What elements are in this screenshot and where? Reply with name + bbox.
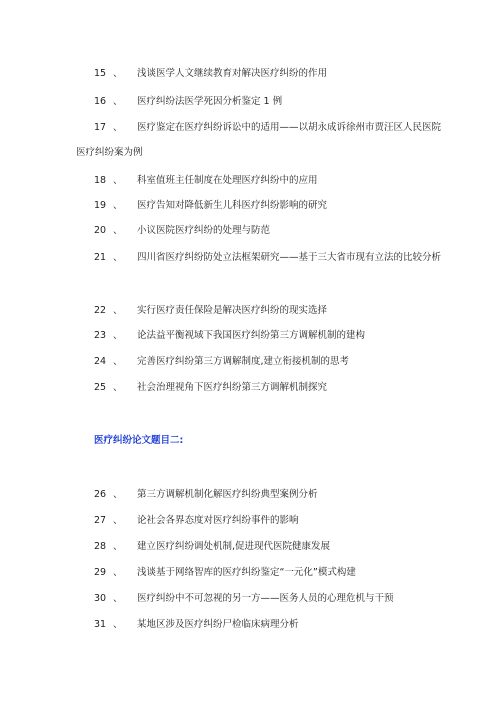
list-item — [76, 587, 444, 611]
item-number: 22 — [94, 305, 107, 316]
item-title: 医疗鉴定在医疗纠纷诉讼中的适用——以胡永成诉徐州市贾汪区人民医院医疗纠纷案为例 — [76, 122, 442, 158]
list-item — [76, 535, 444, 559]
item-title: 某地区涉及医疗纠纷尸检临床病理分析 — [137, 619, 299, 630]
item-title: 建立医疗纠纷调处机制,促进现代医院健康发展 — [137, 541, 331, 552]
item-separator: 、 — [113, 122, 123, 133]
item-separator: 、 — [113, 225, 123, 236]
item-number: 16 — [94, 96, 107, 107]
item-title: 四川省医疗纠纷防处立法框架研究——基于三大省市现有立法的比较分析 — [137, 252, 442, 263]
item-title: 论法益平衡视域下我国医疗纠纷第三方调解机制的建构 — [137, 330, 366, 341]
item-number: 15 — [94, 68, 107, 79]
item-title: 医疗纠纷法医学死因分析鉴定 1 例 — [137, 96, 283, 107]
item-number: 21 — [94, 252, 107, 263]
list-item — [76, 350, 444, 374]
item-number: 30 — [94, 593, 107, 604]
item-separator: 、 — [113, 200, 123, 211]
item-title: 完善医疗纠纷第三方调解制度,建立衔接机制的思考 — [137, 356, 350, 367]
item-separator: 、 — [113, 356, 123, 367]
item-number: 18 — [94, 175, 107, 186]
item-separator: 、 — [113, 252, 123, 263]
item-number: 29 — [94, 567, 107, 578]
item-title: 实行医疗责任保险是解决医疗纠纷的现实选择 — [137, 305, 328, 316]
item-number: 28 — [94, 541, 107, 552]
item-title: 浅谈医学人文继续教育对解决医疗纠纷的作用 — [137, 68, 328, 79]
item-number: 23 — [94, 330, 107, 341]
item-separator: 、 — [113, 382, 123, 393]
list-item — [76, 90, 444, 114]
item-separator: 、 — [113, 305, 123, 316]
item-title: 社会治理视角下医疗纠纷第三方调解机制探究 — [137, 382, 328, 393]
list-item — [76, 169, 444, 193]
item-separator: 、 — [113, 68, 123, 79]
item-separator: 、 — [113, 567, 123, 578]
item-title: 小议医院医疗纠纷的处理与防范 — [137, 225, 271, 236]
list-item — [76, 299, 444, 323]
item-number: 26 — [94, 489, 107, 500]
item-title: 论社会各界态度对医疗纠纷事件的影响 — [137, 515, 299, 526]
item-separator: 、 — [113, 175, 123, 186]
item-title: 第三方调解机制化解医疗纠纷典型案例分析 — [137, 489, 318, 500]
item-separator: 、 — [113, 330, 123, 341]
item-number: 24 — [94, 356, 107, 367]
item-title: 医疗告知对降低新生儿科医疗纠纷影响的研究 — [137, 200, 328, 211]
item-title: 浅谈基于网络智库的医疗纠纷鉴定“一元化”模式构建 — [137, 567, 356, 578]
list-item — [76, 245, 444, 270]
list-item — [76, 194, 444, 218]
list-item — [76, 324, 444, 348]
list-item — [76, 376, 444, 400]
list-item — [76, 509, 444, 533]
item-title: 科室值班主任制度在处理医疗纠纷中的应用 — [137, 175, 318, 186]
item-number: 17 — [94, 122, 107, 133]
list-item — [76, 115, 444, 165]
list-item — [76, 483, 444, 507]
item-number: 27 — [94, 515, 107, 526]
item-number: 20 — [94, 225, 107, 236]
item-title: 医疗纠纷中不可忽视的另一方——医务人员的心理危机与干预 — [137, 593, 394, 604]
list-item — [76, 613, 444, 637]
list-item — [76, 62, 444, 86]
item-separator: 、 — [113, 489, 123, 500]
item-separator: 、 — [113, 619, 123, 630]
list-item — [76, 219, 444, 243]
section-heading: 医疗纠纷论文题目二: — [94, 435, 184, 446]
item-number: 31 — [94, 619, 107, 630]
list-item — [76, 561, 444, 585]
item-separator: 、 — [113, 96, 123, 107]
item-number: 25 — [94, 382, 107, 393]
item-separator: 、 — [113, 541, 123, 552]
item-separator: 、 — [113, 515, 123, 526]
item-number: 19 — [94, 200, 107, 211]
item-separator: 、 — [113, 593, 123, 604]
